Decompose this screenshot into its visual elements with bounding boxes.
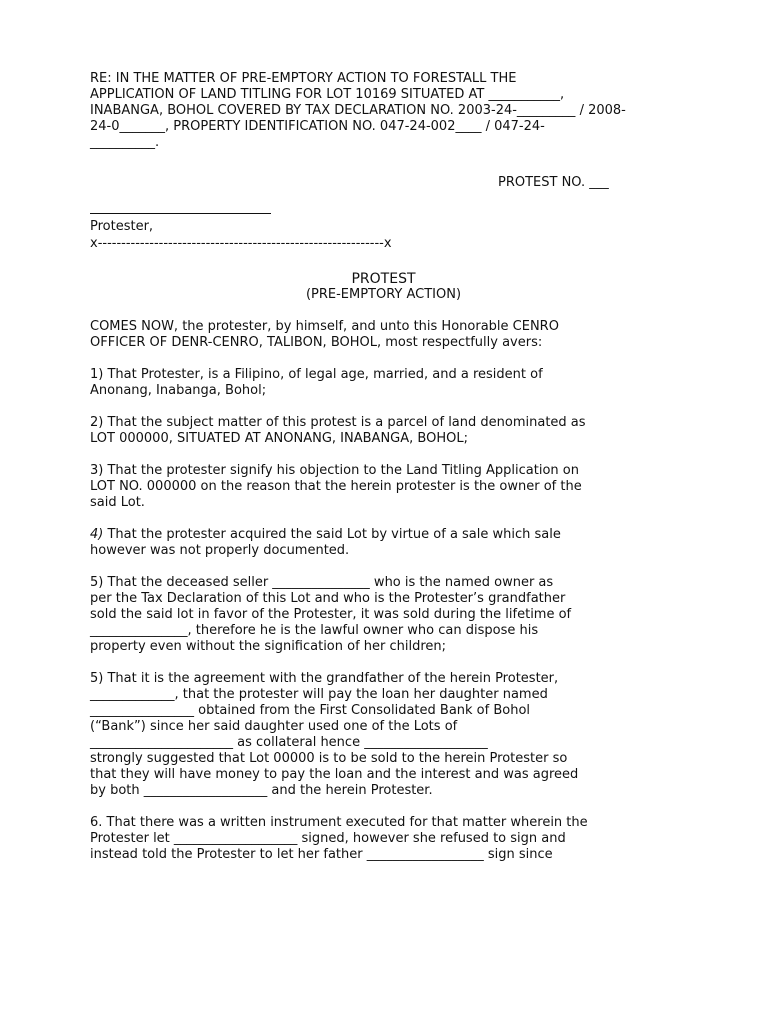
paragraph-5b (90, 671, 677, 799)
line: _____________, that the protester will pay the loan her daughter named (90, 687, 548, 702)
line: _______________, therefore he is the lawful owner who can dispose his (90, 623, 539, 638)
line: 5) That the deceased seller _______________ who is the named owner as (90, 575, 554, 590)
line: 1) That Protester, is a Filipino, of legal age, married, and a resident of (90, 367, 543, 382)
line: instead told the Protester to let her father __________________ sign since (90, 847, 553, 862)
line: that they will have money to pay the loan and the interest and was agreed (90, 767, 579, 782)
line: COMES NOW, the protester, by himself, and unto this Honorable CENRO (90, 319, 559, 334)
re-line: INABANGA, BOHOL COVERED BY TAX DECLARATION NO. 2003-24-_________ / 2008- (90, 103, 626, 118)
paragraph-5a (90, 575, 677, 655)
re-line: APPLICATION OF LAND TITLING FOR LOT 10169 SITUATED AT ___________, (90, 87, 565, 102)
caption-separator: x-------------------------------------------------------------x (90, 236, 392, 251)
line: property even without the signification of her children; (90, 639, 447, 654)
line: 2) That the subject matter of this protest is a parcel of land denominated as (90, 415, 586, 430)
protester-signature-line (90, 213, 271, 214)
re-line: 24-0_______, PROPERTY IDENTIFICATION NO. 047-24-002____ / 047-24- (90, 119, 545, 134)
line: by both ___________________ and the herein Protester. (90, 783, 433, 798)
re-line: __________. (90, 135, 160, 150)
document-title: PROTEST (351, 271, 416, 287)
line: Anonang, Inabanga, Bohol; (90, 383, 267, 398)
line: 6. That there was a written instrument executed for that matter wherein the (90, 815, 588, 830)
line: however was not properly documented. (90, 543, 350, 558)
paragraph-2 (90, 415, 677, 447)
line: LOT 000000, SITUATED AT ANONANG, INABANGA, BOHOL; (90, 431, 468, 446)
line: ________________ obtained from the First Consolidated Bank of Bohol (90, 703, 531, 718)
line: 3) That the protester signify his objection to the Land Titling Application on (90, 463, 579, 478)
line: strongly suggested that Lot 00000 is to be sold to the herein Protester so (90, 751, 568, 766)
line: ______________________ as collateral hence ___________________ (90, 735, 488, 750)
paragraph-6 (90, 815, 677, 863)
paragraph-1 (90, 367, 677, 399)
line: per the Tax Declaration of this Lot and who is the Protester’s grandfather (90, 591, 566, 606)
line: (“Bank”) since her said daughter used one of the Lots of (90, 719, 458, 734)
line-text: That the protester acquired the said Lot by virtue of a sale which sale (103, 527, 561, 542)
protest-number: PROTEST NO. ___ (498, 175, 609, 190)
paragraph-3 (90, 463, 677, 511)
line: OFFICER OF DENR-CENRO, TALIBON, BOHOL, most respectfully avers: (90, 335, 543, 350)
document-subtitle: (PRE-EMPTORY ACTION) (305, 287, 462, 302)
line: Protester let ___________________ signed, however she refused to sign and (90, 831, 566, 846)
line: 5) That it is the agreement with the grandfather of the herein Protester, (90, 671, 559, 686)
line (90, 527, 677, 543)
re-caption (90, 71, 677, 151)
line: sold the said lot in favor of the Protester, it was sold during the lifetime of (90, 607, 572, 622)
document-page (90, 71, 677, 863)
paragraph-4-number: 4) (90, 527, 104, 542)
line: LOT NO. 000000 on the reason that the herein protester is the owner of the (90, 479, 582, 494)
paragraph-4 (90, 527, 677, 559)
re-line: RE: IN THE MATTER OF PRE-EMPTORY ACTION TO FORESTALL THE (90, 71, 517, 86)
paragraph-comes-now (90, 319, 677, 351)
protester-label: Protester, (90, 219, 154, 234)
line: said Lot. (90, 495, 145, 510)
